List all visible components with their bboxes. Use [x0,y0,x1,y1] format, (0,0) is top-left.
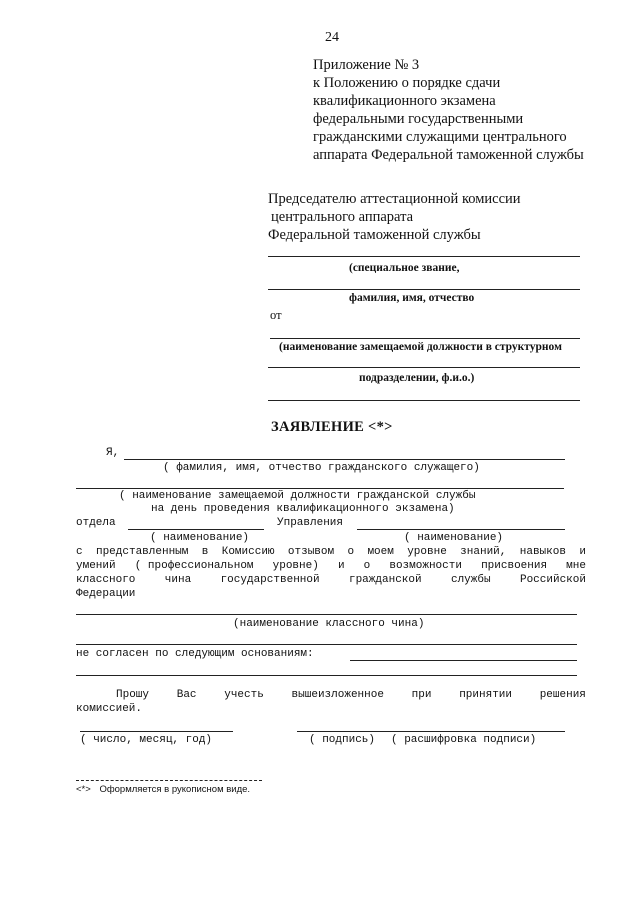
word: уровне) [272,560,319,572]
word: гражданской [348,574,422,586]
fio-caption: ( фамилия, имя, отчество гражданского служащего) [163,462,480,474]
name-caption: фамилия, имя, отчество [349,292,475,304]
word: вышеизложенное [291,689,384,701]
word: и [579,546,586,558]
word: уровне [407,546,447,558]
signature-decode-caption: ( расшифровка подписи) [391,734,537,746]
addressee-line: Председателю аттестационной комиссии [268,191,521,207]
division-field-line[interactable] [268,367,580,368]
word: учесть [224,689,264,701]
appendix-line: к Положению о порядке сдачи [313,75,501,91]
word: чина [164,574,192,586]
word: присвоения [481,560,548,572]
division-caption: подразделении, ф.и.о.) [359,372,475,384]
dept-label: отдела [76,517,116,529]
word: Вас [176,689,197,701]
fio-field-line[interactable] [268,400,580,401]
position-field-line[interactable] [270,338,580,339]
word: Российской [519,574,586,586]
word: и [337,560,345,572]
appendix-line: аппарата Федеральной таможенной службы [313,147,584,163]
word: навыков [519,546,566,558]
word: Прошу [116,689,150,701]
appendix-line: квалификационного экзамена [313,93,496,109]
word: возможности [389,560,462,572]
document-title: ЗАЯВЛЕНИЕ <*> [271,419,393,435]
directorate-label: Управления [277,517,344,529]
word: с [76,546,83,558]
word: знаний, [460,546,507,558]
word: службы [450,574,491,586]
paragraph-line-3 [76,574,586,586]
word: мне [566,560,586,572]
class-rank-caption: (наименование классного чина) [233,618,425,630]
request-line-1 [116,689,586,701]
from-label: от [270,308,282,322]
directorate-field-line[interactable] [357,529,565,530]
page-number: 24 [325,30,339,45]
word: ( профессиональном [134,560,254,572]
rank-caption: (специальное звание, [349,262,460,274]
paragraph-line-2 [76,560,586,572]
word: отзывом [287,546,335,558]
date-field-line[interactable] [80,731,233,732]
word: классного [76,574,136,586]
word: решения [539,689,586,701]
civil-position-field-line[interactable] [76,488,564,489]
word: о [363,560,371,572]
date-caption: ( число, месяц, год) [80,734,213,746]
word: моем [367,546,394,558]
position-caption: (наименование замещаемой должности в структурном [279,341,562,353]
addressee-line: центрального аппарата [271,209,414,225]
footnote-text: Оформляется в рукописном виде. [99,784,251,795]
addressee-line: Федеральной таможенной службы [268,227,481,243]
signature-field-line[interactable] [297,731,565,732]
footnote [76,784,250,795]
request-line-2: комиссией. [76,703,143,715]
signature-caption: ( подпись) [309,734,376,746]
appendix-line: Приложение № 3 [313,57,420,73]
directorate-caption: ( наименование) [404,532,504,544]
civil-position-caption-1: ( наименование замещаемой должности гражданской службы [119,490,476,502]
class-rank-field-line[interactable] [76,614,577,615]
word: о [347,546,355,558]
addressee-block [268,190,521,244]
dept-field-line[interactable] [128,529,264,530]
name-field-line[interactable] [268,289,580,290]
word: представленным [95,546,189,558]
dept-caption: ( наименование) [150,532,250,544]
paragraph-line-1 [76,546,586,558]
disagree-label: не согласен по следующим основаниям: [76,648,314,660]
appendix-line: федеральными государственными [313,111,524,127]
civil-position-caption-2: на день проведения квалификационного экзамена) [151,503,455,515]
appendix-line: гражданскими служащими центрального [313,129,567,145]
grounds-field-line-2[interactable] [76,675,577,676]
footnote-separator [76,780,262,781]
rank-field-line[interactable] [268,256,580,257]
word: при [411,689,432,701]
i-label: Я, [106,447,120,459]
grounds-field-line-1[interactable] [350,660,577,661]
word: в [201,546,209,558]
paragraph-line-4: Федерации [76,588,136,600]
appendix-header [313,56,584,164]
footnote-marker: <*> [76,784,91,795]
word: принятии [459,689,512,701]
fullname-field-line[interactable] [124,459,565,460]
extra-field-line[interactable] [76,644,577,645]
word: умений [76,560,116,572]
word: Комиссию [221,546,275,558]
word: государственной [220,574,320,586]
